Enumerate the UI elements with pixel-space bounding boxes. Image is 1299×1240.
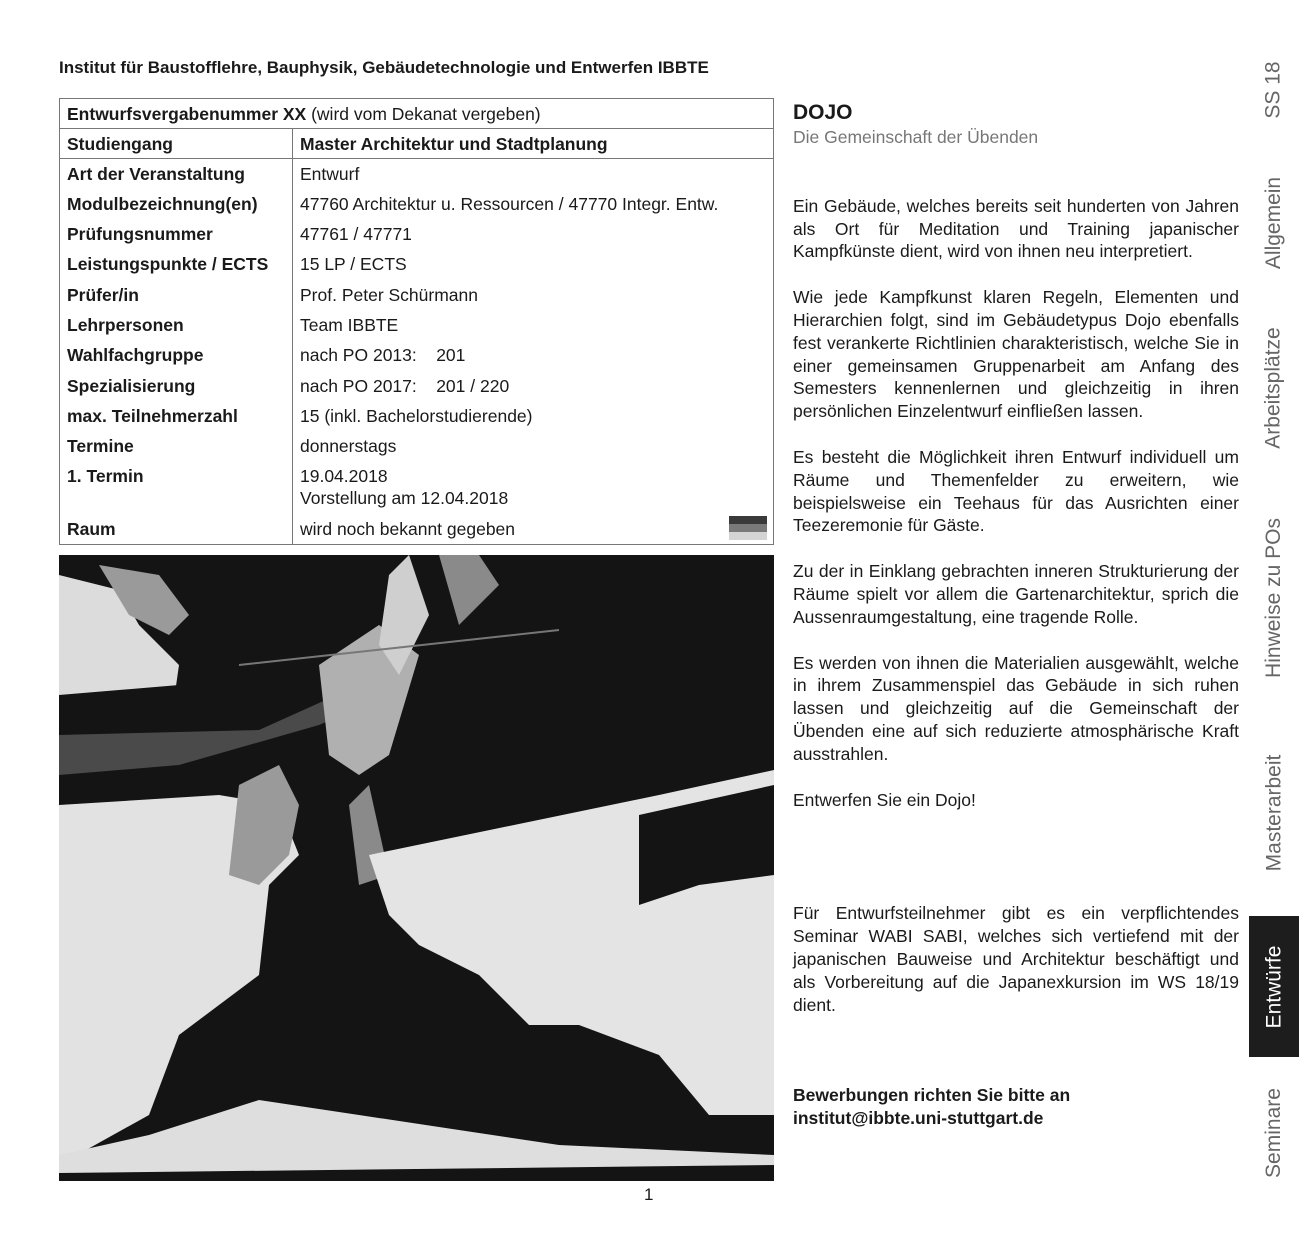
gray-swatch — [729, 516, 767, 540]
table-row — [60, 371, 774, 401]
row-value: 47760 Architektur u. Ressourcen / 47770 Integr. Entw. — [293, 189, 774, 219]
table-row — [60, 189, 774, 219]
row-value: 15 LP / ECTS — [293, 249, 774, 279]
apply-line: Bewerbungen richten Sie bitte an — [793, 1085, 1071, 1106]
row-label: Spezialisierung — [60, 371, 293, 401]
program-value: Master Architektur und Stadtplanung — [293, 129, 774, 159]
row-value: Team IBBTE — [293, 310, 774, 340]
section-tabs — [1249, 40, 1299, 1205]
swatch-mid — [729, 524, 767, 532]
room-value — [293, 514, 774, 544]
table-header-row — [60, 99, 774, 129]
table-row — [60, 340, 774, 370]
first-date-label: 1. Termin — [60, 461, 293, 514]
paragraph-1: Ein Gebäude, welches bereits seit hunderten von Jahren als Ort für Meditation und Training japanischer Kampfkünste dient, wird von ihnen neu interpretiert. — [793, 195, 1239, 262]
tab-masterarbeit-label: Masterarbeit — [1262, 754, 1285, 871]
row-value: nach PO 2017: 201 / 220 — [293, 371, 774, 401]
row-label: Modulbezeichnung(en) — [60, 189, 293, 219]
tab-allgemein-label: Allgemein — [1262, 176, 1285, 269]
row-value: donnerstags — [293, 431, 774, 461]
course-info-table — [59, 98, 774, 545]
paragraph-2: Wie jede Kampfkunst klaren Regeln, Elementen und Hierarchien folgt, sind im Gebäudetypus Dojo ebenfalls fest verankerte Richtlinien charakteristisch, welche Sie in einer gemeinsamen Gruppenarbeit am Anfang des Semesters kennenlernen und gleichzeitig in ihren persönlichen Einzelentwurf einfließen lassen. — [793, 287, 1239, 422]
institute-header: Institut für Baustofflehre, Bauphysik, Gebäudetechnologie und Entwerfen IBBTE — [59, 58, 709, 77]
table-row — [60, 431, 774, 461]
room-text: wird noch bekannt gegeben — [300, 519, 516, 540]
tab-seminare[interactable] — [1249, 1075, 1299, 1190]
tab-ss18[interactable] — [1249, 40, 1299, 140]
row-label: Termine — [60, 431, 293, 461]
table-row — [60, 310, 774, 340]
description-column — [793, 100, 1239, 1130]
program-row — [60, 129, 774, 159]
paragraph-5: Es werden von ihnen die Materialien ausgewählt, welche in ihrem Zusammenspiel das Gebäude in sich ruhen lassen und gleichzeitig auf die Gemeinschaft der Übenden eine auf sich reduzierte atmosphärische Kraft ausstrahlen. — [793, 652, 1239, 764]
row-value: nach PO 2013: 201 — [293, 340, 774, 370]
table-row — [60, 249, 774, 279]
page-number: 1 — [644, 1185, 654, 1204]
swatch-dark — [729, 516, 767, 524]
paragraph-4: Zu der in Einklang gebrachten inneren Strukturierung der Räume spielt vor allem die Gartenarchitektur, sprich die Aussenraumgestaltung, eine tragende Rolle. — [793, 561, 1239, 627]
tab-masterarbeit[interactable] — [1249, 730, 1299, 895]
tab-seminare-label: Seminare — [1262, 1087, 1286, 1178]
assignment-number-note: (wird vom Dekanat vergeben) — [306, 104, 541, 124]
row-label: Lehrpersonen — [60, 310, 293, 340]
row-label: Prüfungsnummer — [60, 219, 293, 249]
row-value: Entwurf — [293, 159, 774, 189]
row-label: Art der Veranstaltung — [60, 159, 293, 189]
first-date: 19.04.2018 — [300, 466, 388, 487]
row-label: Leistungspunkte / ECTS — [60, 249, 293, 279]
row-label: Prüfer/in — [60, 280, 293, 310]
tab-entwuerfe[interactable] — [1249, 916, 1299, 1057]
first-date-value — [293, 461, 774, 514]
apply-email: institut@ibbte.uni-stuttgart.de — [793, 1108, 1044, 1129]
project-title: DOJO — [793, 101, 853, 124]
tab-ss18-label: SS 18 — [1262, 61, 1285, 119]
table-row — [60, 219, 774, 249]
tab-arbeitsplaetze[interactable] — [1249, 308, 1299, 468]
tab-arbeitsplaetze-label: Arbeitsplätze — [1262, 327, 1285, 449]
row-label: Wahlfachgruppe — [60, 340, 293, 370]
paragraph-3: Es besteht die Möglichkeit ihren Entwurf individuell um Räume und Themenfelder zu erweitern, wie beispielsweise ein Teehaus für das Ausrichten einer Teezeremonie für Gäste. — [793, 446, 1239, 536]
row-value: 15 (inkl. Bachelorstudierende) — [293, 401, 774, 431]
assignment-number — [60, 99, 774, 129]
room-label: Raum — [60, 514, 293, 544]
tab-allgemein[interactable] — [1249, 160, 1299, 285]
tab-hinweise[interactable] — [1249, 490, 1299, 705]
assignment-number-label: Entwurfsvergabenummer XX — [67, 104, 307, 124]
seminar-note: Für Entwurfsteilnehmer gibt es ein verpflichtendes Seminar WABI SABI, welches sich vertiefend mit der japanischen Bauweise und Architektur beschäftigt und als Vorbereitung auf die Japanexkursion im WS 18/19 dient. — [793, 903, 1239, 1015]
table-row — [60, 280, 774, 310]
row-label: max. Teilnehmerzahl — [60, 401, 293, 431]
paragraph-6: Entwerfen Sie ein Dojo! — [793, 789, 976, 810]
tab-entwuerfe-label: Entwürfe — [1262, 945, 1285, 1028]
table-row — [60, 159, 774, 189]
tab-hinweise-label: Hinweise zu POs — [1262, 517, 1286, 678]
presentation-date: Vorstellung am 12.04.2018 — [300, 488, 509, 509]
first-date-row — [60, 461, 774, 514]
swatch-light — [729, 532, 767, 540]
row-value: Prof. Peter Schürmann — [293, 280, 774, 310]
program-label: Studiengang — [60, 129, 293, 159]
table-row — [60, 401, 774, 431]
abstract-photo — [59, 555, 774, 1181]
room-row — [60, 514, 774, 544]
project-subtitle: Die Gemeinschaft der Übenden — [793, 127, 1039, 147]
row-value: 47761 / 47771 — [293, 219, 774, 249]
